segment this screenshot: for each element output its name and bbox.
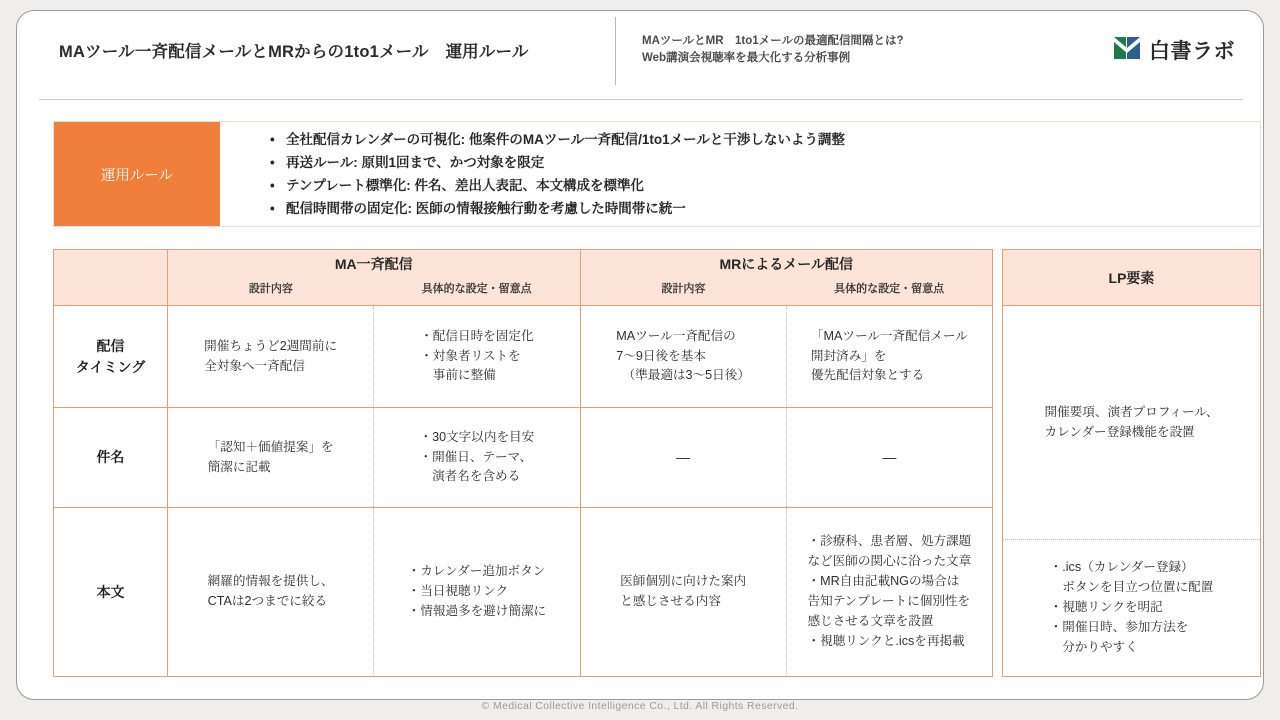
table-header-subcolumns	[168, 278, 580, 305]
cell-ma-detail	[374, 408, 579, 507]
cell-ma-design	[168, 306, 374, 407]
cell-mr-design	[581, 408, 787, 507]
table-header-group-mr	[581, 250, 993, 305]
cell-text	[419, 428, 534, 488]
cell-text-line: ・30文字以内を目安	[419, 429, 535, 444]
cell-text	[204, 337, 337, 377]
page-title: MAツール一斉配信メールとMRからの1to1メール 運用ルール	[59, 43, 529, 61]
cell-text	[620, 572, 746, 612]
table-header-corner	[54, 250, 168, 305]
column-header-design: 設計内容	[248, 283, 293, 295]
cell-text	[811, 327, 968, 387]
row-header	[54, 306, 168, 407]
cell-text-line: カレンダー登録機能を設置	[1044, 424, 1195, 439]
cell-text-line: ・開催日、テーマ、	[419, 449, 533, 464]
cell-text	[882, 446, 896, 468]
header-subtitle-line2: Web講演会視聴率を最大化する分析事例	[642, 52, 851, 64]
header-bottom-rule	[39, 99, 1243, 100]
cell-text-line: 開封済み」を	[810, 348, 887, 363]
cell-text-line: 簡潔に記載	[207, 459, 271, 474]
cell-text-line: 医師個別に向けた案内	[620, 574, 747, 589]
row-group-mr	[581, 408, 993, 507]
column-header-detail: 具体的な設定・留意点	[421, 283, 532, 295]
logo-mark-icon	[1112, 33, 1142, 68]
cell-ma-detail	[374, 508, 579, 676]
row-group-ma	[168, 508, 581, 676]
column-header-design: 設計内容	[661, 283, 706, 295]
lp-panel-body	[1003, 306, 1260, 676]
comparison-table	[53, 249, 993, 677]
cell-mr-detail	[787, 508, 992, 676]
row-header-line1: 配信	[96, 338, 125, 355]
list-item: • 再送ルール: 原則1回まで、かつ対象を限定	[270, 151, 1242, 174]
row-group-ma	[168, 408, 581, 507]
cell-text	[1044, 403, 1218, 443]
cell-text-line: ・視聴リンクを明記	[1049, 600, 1163, 615]
row-group-mr	[581, 508, 993, 676]
row-header	[54, 508, 168, 676]
cell-mr-detail	[787, 306, 992, 407]
cell-text-line: ・対象者リストを	[420, 348, 521, 363]
cell-text-line: ・診療科、患者層、処方課題	[807, 534, 972, 549]
table-header-subcolumns	[581, 278, 993, 305]
cell-text-line: 感じさせる文章を設置	[807, 613, 934, 628]
table-row	[54, 408, 992, 508]
header-title-zone	[17, 11, 615, 89]
header-logo-zone	[1043, 11, 1263, 89]
list-item: • テンプレート標準化: 件名、差出人表記、本文構成を標準化	[270, 174, 1242, 197]
row-header	[54, 408, 168, 507]
cell-text	[676, 446, 690, 468]
row-group-mr	[581, 306, 993, 407]
cell-text-line: 告知テンプレートに個別性を	[807, 594, 971, 608]
cell-text-line: CTAは2つまでに絞る	[207, 594, 328, 608]
cell-text-line: 全対象へ一斉配信	[204, 358, 305, 373]
lp-top-section	[1003, 306, 1260, 540]
brand-logo	[1112, 33, 1235, 68]
row-group-ma	[168, 306, 581, 407]
cell-ma-design	[168, 408, 374, 507]
cell-text-line: ・開催日時、参加方法を	[1049, 619, 1189, 634]
list-item: • 全社配信カレンダーの可視化: 他案件のMAツール一斉配信/1to1メールと干渉しないよう調整	[270, 128, 1242, 151]
cell-text-line: 「認知＋価値提案」を	[207, 439, 334, 454]
table-row	[54, 508, 992, 676]
cell-text-line: 優先配信対象とする	[810, 368, 925, 383]
table-header-row	[54, 250, 992, 306]
table-header-group-ma	[168, 250, 581, 305]
cell-mr-design	[581, 508, 787, 676]
cell-text-line: ボタンを目立つ位置に配置	[1049, 580, 1214, 595]
column-header-detail: 具体的な設定・留意点	[834, 283, 945, 295]
lp-panel-title: LP要素	[1003, 250, 1260, 306]
header-subtitle-zone	[616, 11, 1043, 89]
cell-text-line: ・MR自由記載NGの場合は	[807, 574, 960, 589]
cell-text-line: ・情報過多を避け簡潔に	[407, 603, 547, 618]
cell-text-line: と感じさせる内容	[620, 594, 721, 608]
cell-text-line: MAツール一斉配信の	[616, 328, 736, 343]
cell-mr-design	[581, 306, 787, 407]
cell-text-line: 開催要項、演者プロフィール、	[1044, 404, 1219, 419]
cell-text	[808, 532, 972, 651]
footer-copyright: © Medical Collective Intelligence Co., Ltd. All Rights Reserved.	[481, 700, 799, 712]
operation-rules-list	[220, 122, 1260, 226]
table-header-group-title: MA一斉配信	[334, 256, 413, 272]
cell-text-line: ・配信日時を固定化	[420, 328, 534, 343]
slide-card	[16, 10, 1264, 700]
cell-text	[208, 572, 334, 612]
lp-bottom-section	[1003, 540, 1260, 676]
cell-text-line: 演者名を含める	[419, 469, 521, 484]
cell-text-line: ・当日視聴リンク	[407, 584, 509, 599]
table-header-group-title: MRによるメール配信	[719, 256, 853, 272]
cell-text-line: ・カレンダー追加ボタン	[407, 564, 546, 579]
cell-text	[616, 327, 750, 387]
operation-rules-label: 運用ルール	[54, 122, 220, 226]
list-item: • 配信時間帯の固定化: 医師の情報接触行動を考慮した時間帯に統一	[270, 197, 1242, 220]
cell-text-line: —	[882, 449, 897, 466]
cell-text-line: 「MAツール一斉配信メール	[810, 328, 968, 343]
slide-header	[17, 11, 1263, 89]
cell-text-line: （準最適は3〜5日後）	[616, 368, 750, 383]
cell-mr-detail	[787, 408, 992, 507]
cell-text-line: など医師の関心に沿った文章	[807, 554, 972, 569]
cell-text	[1050, 558, 1214, 657]
cell-ma-detail	[374, 306, 579, 407]
header-subtitle-line1: MAツールとMR 1to1メールの最適配信間隔とは?	[642, 34, 904, 47]
cell-text-line: ・.ics（カレンダー登録）	[1049, 560, 1194, 575]
operation-rules-box	[53, 121, 1261, 227]
row-header-line1: 件名	[96, 449, 125, 466]
row-header-line1: 本文	[96, 583, 125, 600]
cell-ma-design	[168, 508, 374, 676]
header-subtitle	[642, 33, 903, 68]
cell-text	[408, 562, 547, 622]
cell-text-line: ・視聴リンクと.icsを再掲載	[807, 633, 965, 648]
cell-text-line: 7〜9日後を基本	[616, 348, 706, 363]
row-header-line2: タイミング	[75, 358, 146, 375]
cell-text-line: 事前に整備	[420, 368, 496, 383]
cell-text-line: —	[676, 449, 691, 466]
cell-text	[208, 438, 334, 478]
cell-text-line: 開催ちょうど2週間前に	[204, 338, 338, 353]
cell-text	[420, 327, 533, 387]
lp-elements-panel	[1002, 249, 1261, 677]
cell-text-line: 分かりやすく	[1049, 639, 1138, 654]
table-row	[54, 306, 992, 408]
logo-text: 白書ラボ	[1149, 40, 1235, 63]
cell-text-line: 網羅的情報を提供し、	[207, 574, 334, 589]
